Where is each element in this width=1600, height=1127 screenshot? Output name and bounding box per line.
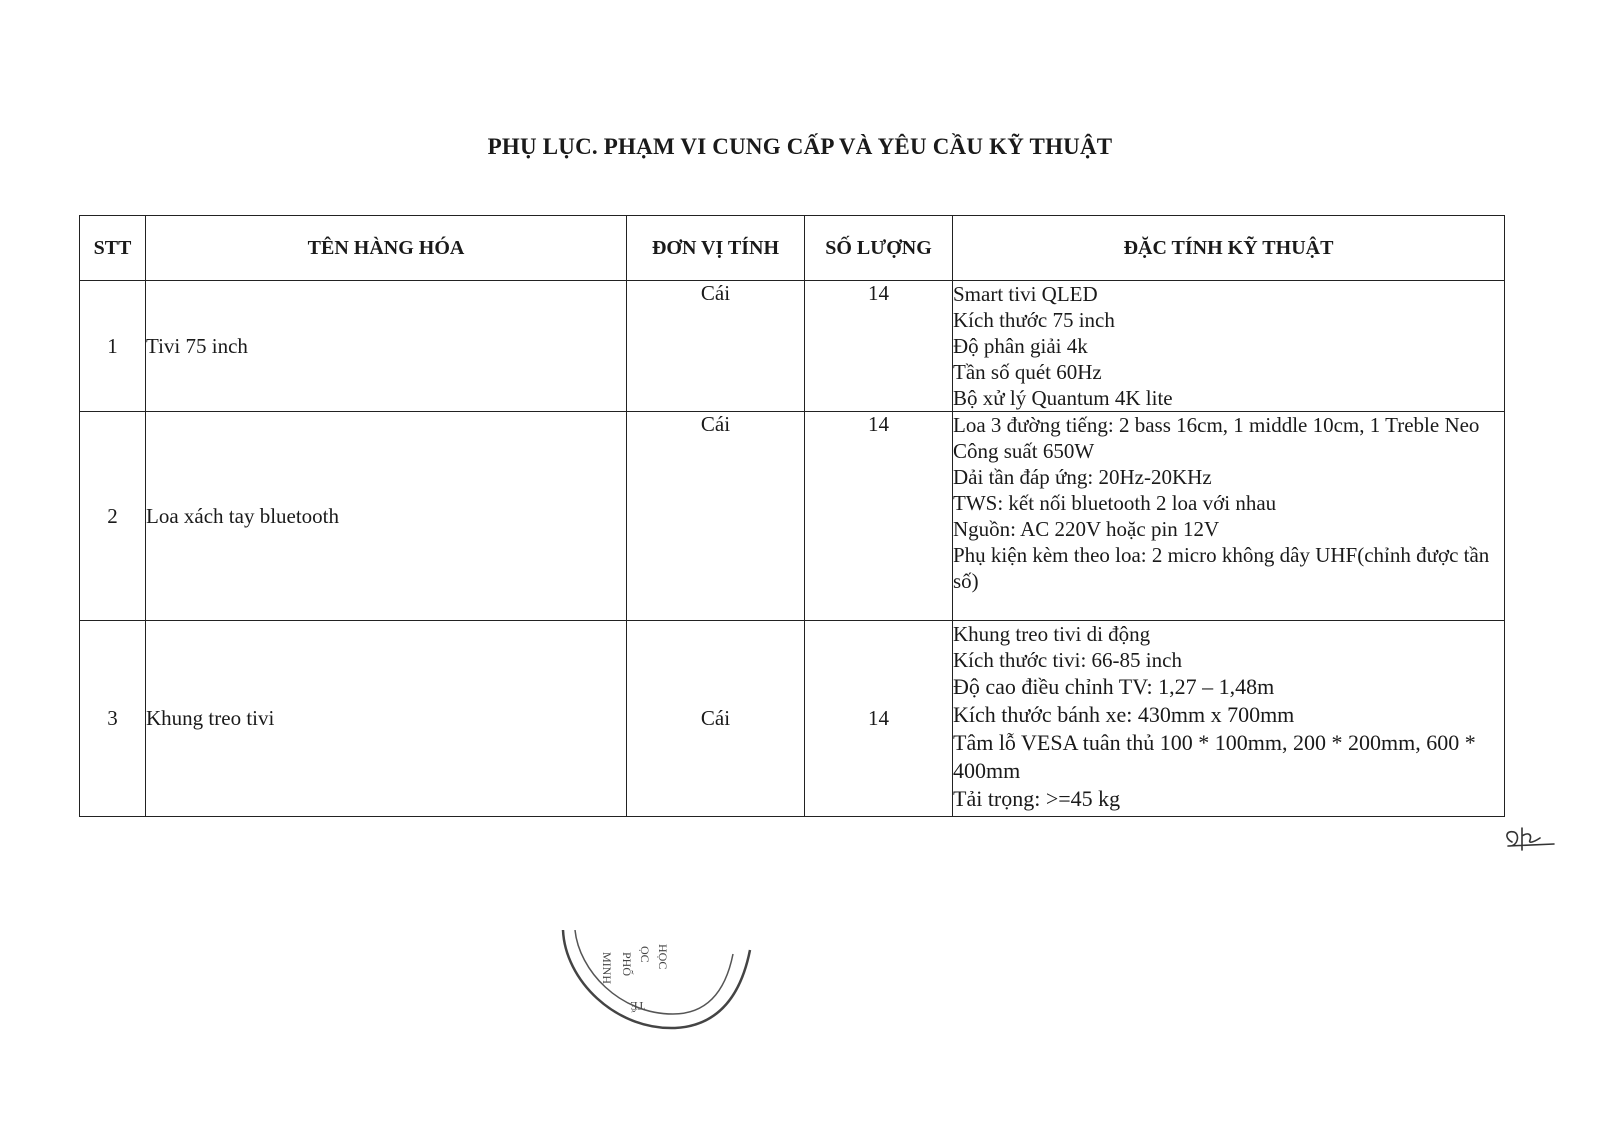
row-specs — [953, 281, 1505, 412]
spec-line: Loa 3 đường tiếng: 2 bass 16cm, 1 middle 10cm, 1 Treble Neo — [953, 413, 1480, 437]
stamp-text: ỌC — [638, 946, 652, 963]
spec-line: TWS: kết nối bluetooth 2 loa với nhau — [953, 491, 1277, 515]
spec-line: Smart tivi QLED — [953, 282, 1098, 306]
spec-line: Công suất 650W — [953, 439, 1095, 463]
page-title: PHỤ LỤC. PHẠM VI CUNG CẤP VÀ YÊU CẦU KỸ THUẬT — [487, 134, 1113, 159]
header-specs: ĐẶC TÍNH KỸ THUẬT — [953, 216, 1505, 281]
spec-line: Tâm lỗ VESA tuân thủ 100 * 100mm, 200 * 200mm, 600 * 400mm — [953, 730, 1476, 783]
spec-line: Độ phân giải 4k — [953, 334, 1088, 358]
stamp-text: MINH — [600, 952, 614, 984]
row-name: Tivi 75 inch — [146, 281, 627, 412]
spec-line: Tần số quét 60Hz — [953, 360, 1102, 384]
table-header-row — [80, 216, 1505, 281]
spec-line: Kích thước bánh xe: 430mm x 700mm — [953, 702, 1295, 727]
header-unit: ĐƠN VỊ TÍNH — [627, 216, 805, 281]
row-quantity: 14 — [805, 412, 953, 621]
header-stt: STT — [80, 216, 146, 281]
stamp-seal — [555, 930, 755, 1040]
spec-line: Bộ xử lý Quantum 4K lite — [953, 386, 1173, 410]
table-row — [80, 281, 1505, 412]
row-specs — [953, 412, 1505, 621]
row-stt: 3 — [80, 621, 146, 817]
spec-line: Kích thước tivi: 66-85 inch — [953, 648, 1182, 672]
header-name: TÊN HÀNG HÓA — [146, 216, 627, 281]
row-name: Loa xách tay bluetooth — [146, 412, 627, 621]
stamp-text: PHỐ — [620, 952, 634, 977]
row-unit: Cái — [627, 621, 805, 817]
row-name: Khung treo tivi — [146, 621, 627, 817]
spec-line: Tải trọng: >=45 kg — [953, 786, 1121, 811]
spec-line: Nguồn: AC 220V hoặc pin 12V — [953, 517, 1220, 541]
stamp-text: HỌC — [656, 944, 670, 970]
spec-line: Phụ kiện kèm theo loa: 2 micro không dây UHF(chỉnh được tần số) — [953, 543, 1490, 593]
spec-line: Khung treo tivi di động — [953, 622, 1151, 646]
row-quantity: 14 — [805, 281, 953, 412]
row-unit: Cái — [627, 281, 805, 412]
row-stt: 2 — [80, 412, 146, 621]
spec-line: Độ cao điều chỉnh TV: 1,27 – 1,48m — [953, 674, 1275, 699]
spec-table — [79, 215, 1505, 817]
table-row — [80, 621, 1505, 817]
signature-mark — [1500, 820, 1560, 860]
spec-line: Dải tần đáp ứng: 20Hz-20KHz — [953, 465, 1212, 489]
stamp-text: TẾ — [630, 999, 645, 1013]
header-quantity: SỐ LƯỢNG — [805, 216, 953, 281]
row-stt: 1 — [80, 281, 146, 412]
row-unit: Cái — [627, 412, 805, 621]
table-row — [80, 412, 1505, 621]
spec-line: Kích thước 75 inch — [953, 308, 1115, 332]
row-quantity: 14 — [805, 621, 953, 817]
row-specs — [953, 621, 1505, 817]
